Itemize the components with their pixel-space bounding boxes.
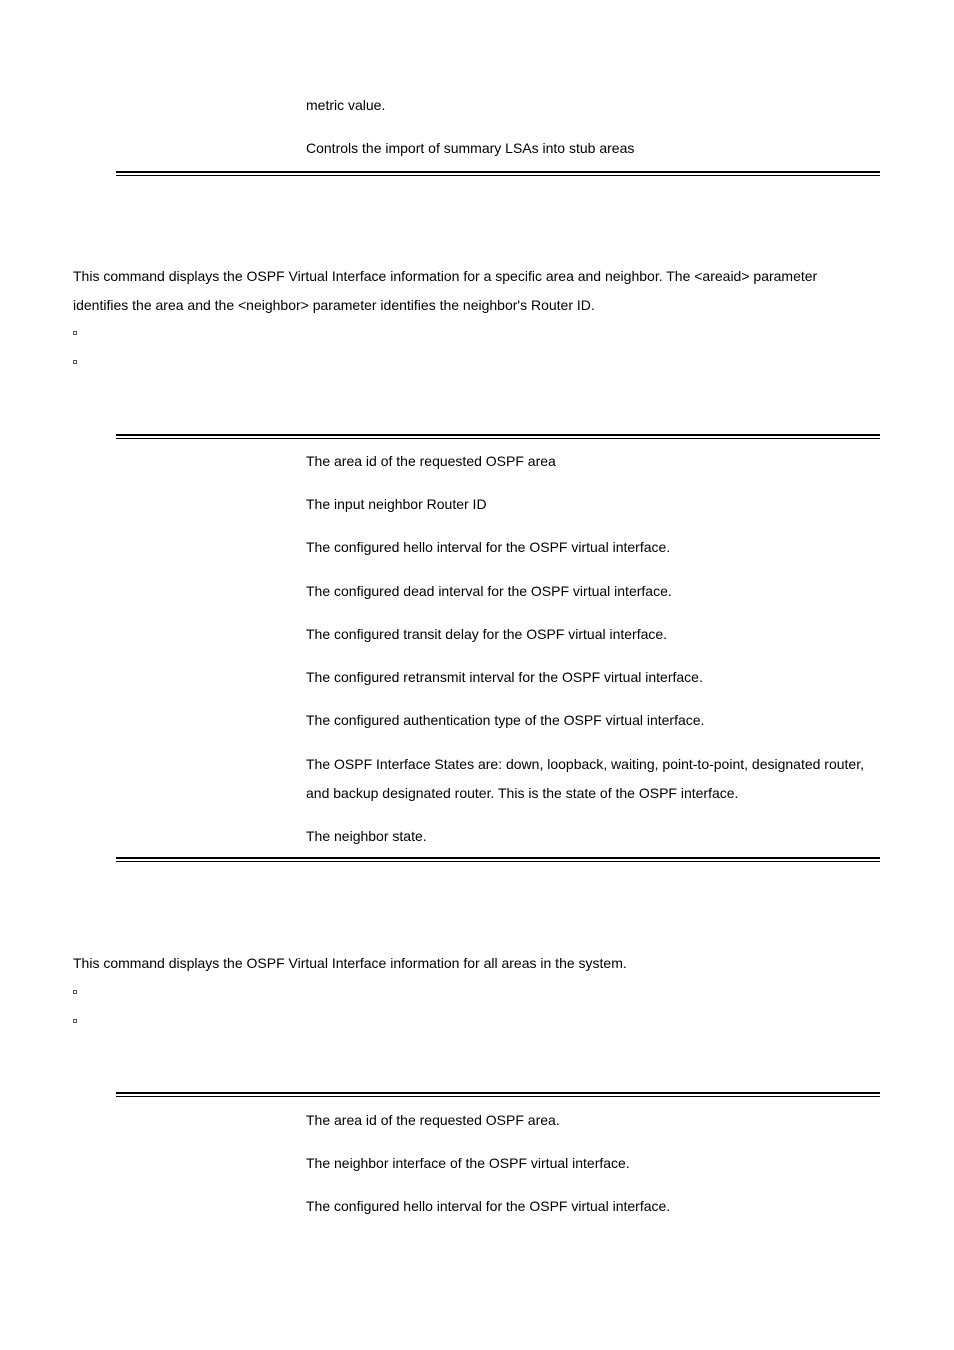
table-cell-description: The area id of the requested OSPF area	[306, 453, 556, 469]
table-cell-description: The input neighbor Router ID	[306, 496, 487, 512]
table-cell-description: The OSPF Interface States are: down, loopback, waiting, point-to-point, designated router,	[306, 756, 864, 772]
table-cell-description: The configured authentication type of the OSPF virtual interface.	[306, 712, 705, 728]
table-cell-description: Controls the import of summary LSAs into stub areas	[306, 140, 635, 156]
bullet-icon	[73, 360, 77, 364]
table-cell-description: The neighbor interface of the OSPF virtual interface.	[306, 1155, 630, 1171]
table-cell-description: The configured transit delay for the OSPF virtual interface.	[306, 626, 668, 642]
table-bottom-rule	[116, 171, 880, 176]
table-top-rule	[116, 1092, 880, 1097]
table-cell-description-cont: and backup designated router. This is the state of the OSPF interface.	[306, 785, 739, 801]
table-cell-description: The configured dead interval for the OSPF virtual interface.	[306, 583, 672, 599]
command-description: This command displays the OSPF Virtual Interface information for a specific area and neighbor. The <areaid> parameter	[73, 268, 818, 284]
table-cell-description: The neighbor state.	[306, 828, 427, 844]
table-cell-description: The area id of the requested OSPF area.	[306, 1112, 560, 1128]
table-cell-description: The configured retransmit interval for the OSPF virtual interface.	[306, 669, 703, 685]
bullet-icon	[73, 1019, 77, 1023]
command-description: This command displays the OSPF Virtual Interface information for all areas in the system.	[73, 955, 627, 971]
table-cell-description: The configured hello interval for the OSPF virtual interface.	[306, 539, 671, 555]
table-cell-description: metric value.	[306, 97, 386, 113]
table-cell-description: The configured hello interval for the OSPF virtual interface.	[306, 1198, 671, 1214]
command-description-cont: identifies the area and the <neighbor> parameter identifies the neighbor's Router ID.	[73, 297, 595, 313]
table-bottom-rule	[116, 857, 880, 862]
bullet-icon	[73, 331, 77, 335]
bullet-icon	[73, 990, 77, 994]
table-top-rule	[116, 434, 880, 439]
